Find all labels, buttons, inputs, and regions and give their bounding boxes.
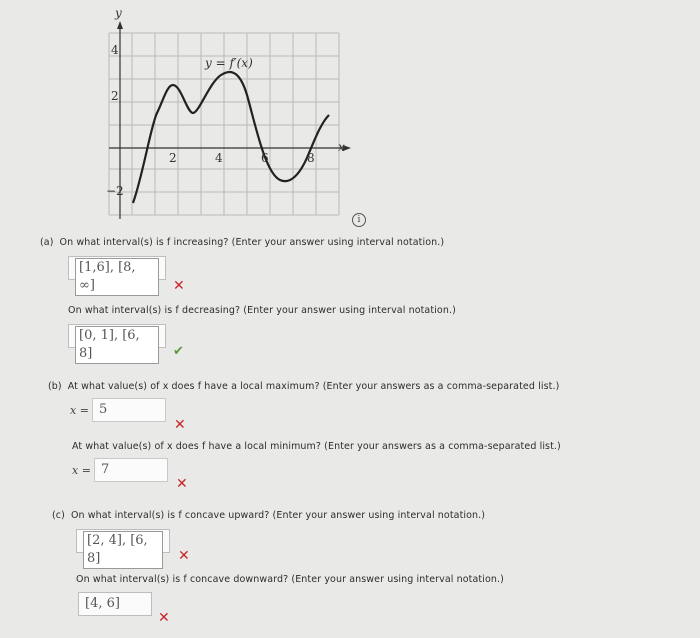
question-b1 bbox=[48, 381, 559, 392]
derivative-graph bbox=[95, 5, 365, 220]
answer-c2-field[interactable] bbox=[78, 592, 152, 616]
incorrect-icon: ✕ bbox=[178, 548, 190, 564]
question-a2 bbox=[68, 305, 456, 316]
x-tick-2: 2 bbox=[169, 151, 177, 165]
incorrect-icon: ✕ bbox=[173, 278, 185, 294]
part-a-prefix: (a) bbox=[40, 237, 54, 248]
answer-a1-field[interactable] bbox=[68, 256, 166, 293]
answer-c2-value: [4, 6] bbox=[85, 596, 120, 611]
x-tick-6: 6 bbox=[261, 151, 269, 165]
incorrect-icon: ✕ bbox=[174, 417, 186, 433]
y-tick-2: 2 bbox=[111, 89, 119, 103]
info-icon[interactable]: i bbox=[352, 213, 366, 227]
y-tick-4: 4 bbox=[111, 43, 119, 57]
answer-b2-label: x = bbox=[72, 464, 91, 477]
x-tick-8: 8 bbox=[307, 151, 315, 165]
incorrect-icon: ✕ bbox=[176, 476, 188, 492]
question-a2-text: On what interval(s) is f decreasing? (Enter your answer using interval notation.) bbox=[68, 305, 456, 316]
correct-icon: ✔ bbox=[173, 344, 184, 359]
question-a1-text: On what interval(s) is f increasing? (Enter your answer using interval notation.) bbox=[59, 237, 445, 248]
answer-b1-value: 5 bbox=[99, 402, 108, 417]
answer-b1-field[interactable] bbox=[92, 398, 166, 422]
curve-label: y = f′(x) bbox=[205, 56, 253, 70]
answer-b2-field[interactable] bbox=[94, 458, 168, 482]
incorrect-icon: ✕ bbox=[158, 610, 170, 626]
question-c1 bbox=[52, 510, 485, 521]
x-tick-4: 4 bbox=[215, 151, 223, 165]
derivative-curve bbox=[133, 72, 329, 203]
question-b2-text: At what value(s) of x does f have a local minimum? (Enter your answers as a comma-separated list.) bbox=[72, 441, 561, 452]
answer-a1-value: [1,6], [8, ∞] bbox=[75, 258, 159, 296]
part-c-prefix: (c) bbox=[52, 510, 65, 521]
part-b-prefix: (b) bbox=[48, 381, 62, 392]
answer-a2-field[interactable] bbox=[68, 324, 166, 361]
question-c1-text: On what interval(s) is f concave upward? (Enter your answer using interval notation.) bbox=[70, 510, 486, 521]
answer-c1-field[interactable] bbox=[76, 529, 170, 566]
question-c2-text: On what interval(s) is f concave downward? (Enter your answer using interval notation.) bbox=[76, 574, 504, 585]
answer-c1-value: [2, 4], [6, 8] bbox=[83, 531, 163, 569]
question-c2 bbox=[76, 574, 504, 585]
answer-a2-value: [0, 1], [6, 8] bbox=[75, 326, 159, 364]
x-axis-label: x bbox=[338, 140, 345, 154]
y-tick-neg2: −2 bbox=[106, 184, 124, 198]
question-a1 bbox=[40, 237, 444, 248]
answer-b1-label: x = bbox=[70, 404, 89, 417]
question-b2 bbox=[72, 441, 561, 452]
y-axis-label: y bbox=[115, 6, 122, 20]
y-axis-arrow bbox=[117, 21, 123, 29]
question-b1-text: At what value(s) of x does f have a local maximum? (Enter your answers as a comma-separated list.) bbox=[67, 381, 560, 392]
answer-b2-value: 7 bbox=[101, 462, 110, 477]
